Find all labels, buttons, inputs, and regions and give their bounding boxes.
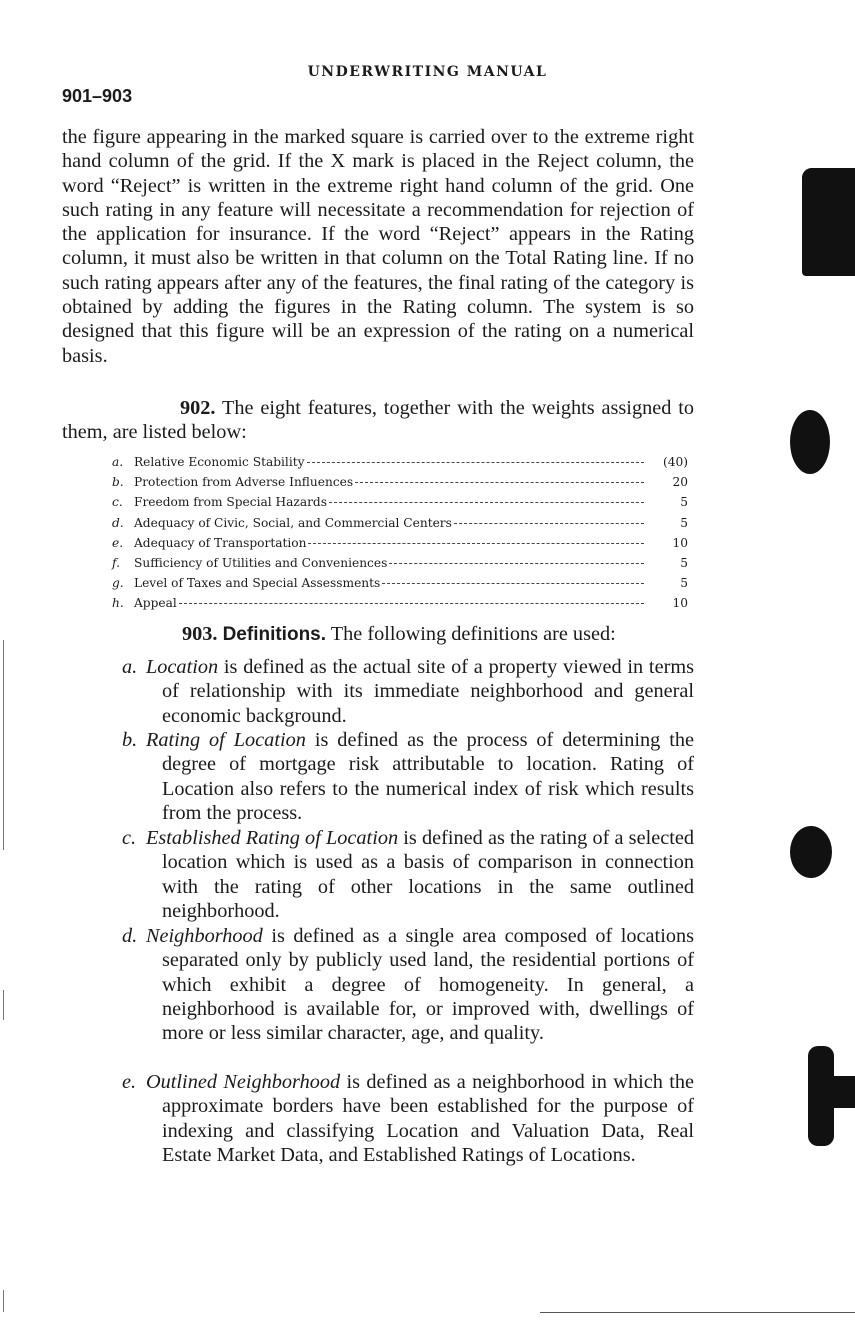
feature-letter: f. (112, 555, 120, 570)
feature-weight: 5 (680, 515, 688, 530)
definition-letter: d. (122, 925, 138, 947)
definition-text: is defined as the process of determining the degree of mortgage risk attributable to location. Rating of Location also refers to the numerical index of risk which results from the process. (162, 729, 694, 824)
intro-paragraph: the figure appearing in the marked square is carried over to the extreme right hand column of the grid. If the X mark is placed in the Reject column, the word “Reject” is written in the extreme right hand column of the grid. One such rating in any feature will necessitate a recommendation for rejection of the application for insurance. If the word “Reject” appears in the Rating column, it must also be written in that column on the Total Rating line. If no such rating appears after any of the features, the final rating of the category is obtained by adding the figures in the Rating column. The system is so designed that this figure will be an expression of the rating on a numerical basis. (62, 126, 694, 367)
feature-row (112, 475, 688, 495)
scan-edge-line (3, 990, 4, 1020)
feature-weight-list (112, 455, 688, 617)
feature-weight: (40) (662, 455, 688, 469)
feature-letter: a. (112, 455, 124, 469)
definition-letter: a. (122, 656, 138, 678)
section-903-heading (182, 623, 616, 646)
feature-letter: g. (112, 576, 124, 591)
feature-row (112, 596, 688, 616)
feature-name: Protection from Adverse Influences (134, 475, 354, 490)
feature-name: Freedom from Special Hazards (134, 495, 327, 510)
feature-letter: e. (112, 535, 124, 550)
dot-leader (179, 603, 644, 604)
feature-letter: h. (112, 596, 124, 611)
definition-letter: e. (122, 1071, 137, 1093)
section-903-number: 903. (182, 623, 218, 645)
feature-name: Relative Economic Stability (134, 455, 305, 469)
dot-leader (355, 482, 644, 483)
feature-name: Adequacy of Transportation (134, 535, 307, 550)
feature-name: Adequacy of Civic, Social, and Commercial Centers (134, 515, 452, 530)
section-902-text: The eight features, together with the weights assigned to them, are listed below: (62, 397, 694, 444)
feature-name: Sufficiency of Utilities and Conveniences (134, 555, 388, 570)
section-902-number: 902. (180, 397, 216, 419)
feature-weight: 20 (672, 475, 688, 490)
feature-letter: d. (112, 515, 124, 530)
definition-text: is defined as the actual site of a property viewed in terms of relationship with its immediate neighborhood and general economic background. (162, 656, 694, 727)
section-902-paragraph (62, 396, 694, 445)
feature-row (112, 576, 688, 596)
definition-term: Rating of Location (146, 729, 306, 751)
feature-row (112, 495, 688, 515)
feature-weight: 10 (672, 535, 688, 550)
dot-leader (389, 563, 644, 564)
definition-term: Established Rating of Location (146, 827, 399, 849)
definition-term: Neighborhood (146, 925, 263, 947)
definition-item (122, 1070, 694, 1167)
feature-weight: 10 (672, 596, 688, 611)
definition-term: Outlined Neighborhood (146, 1071, 341, 1093)
feature-letter: c. (112, 495, 123, 510)
section-903-title: Definitions. (222, 624, 327, 645)
feature-weight: 5 (680, 495, 688, 510)
definition-item (122, 924, 695, 1045)
binder-mark-circle (790, 826, 832, 878)
scan-bottom-rule (540, 1312, 855, 1313)
dot-leader (454, 523, 644, 524)
definition-text: is defined as a neighborhood in which the approximate borders have been established for the purpose of indexing and classifying Location and Valuation Data, Real Estate Market Data, and Established Ratings of Locations. (162, 1071, 694, 1166)
definition-item (122, 655, 694, 728)
definition-item (122, 728, 694, 825)
feature-row (112, 556, 688, 576)
scan-edge-line (3, 1290, 4, 1312)
feature-letter: b. (112, 475, 124, 490)
definition-term: Location (146, 656, 219, 678)
feature-name: Level of Taxes and Special Assessments (134, 576, 381, 591)
dot-leader (307, 462, 644, 463)
feature-row (112, 455, 688, 475)
definition-text: is defined as the rating of a selected location which is used as a basis of comparison in connection with the rating of other locations in the same outlined neighborhood. (162, 827, 694, 922)
definition-letter: c. (122, 827, 137, 849)
binder-mark-top-stem (802, 168, 824, 208)
feature-row (112, 516, 688, 536)
running-header: UNDERWRITING MANUAL (307, 64, 548, 80)
feature-weight: 5 (680, 576, 688, 591)
section-903-intro: The following definitions are used: (330, 623, 616, 645)
dot-leader (308, 543, 644, 544)
scan-edge-line (3, 640, 4, 850)
section-range: 901–903 (62, 86, 133, 106)
definition-item (122, 826, 694, 923)
definition-text: is defined as a single area composed of locations separated only by publicly used land, the residential portions of which exhibit a degree of homogeneity. In general, a neighborhood is available for, or improved with, dwellings of more or less similar character, age, and quality. (162, 925, 695, 1045)
binder-mark-oval (790, 410, 830, 474)
feature-row (112, 536, 688, 556)
dot-leader (382, 583, 644, 584)
dot-leader (329, 502, 644, 503)
definition-letter: b. (122, 729, 138, 751)
binder-mark-bottom-tab (826, 1076, 855, 1108)
feature-name: Appeal (134, 596, 177, 611)
feature-weight: 5 (680, 555, 688, 570)
